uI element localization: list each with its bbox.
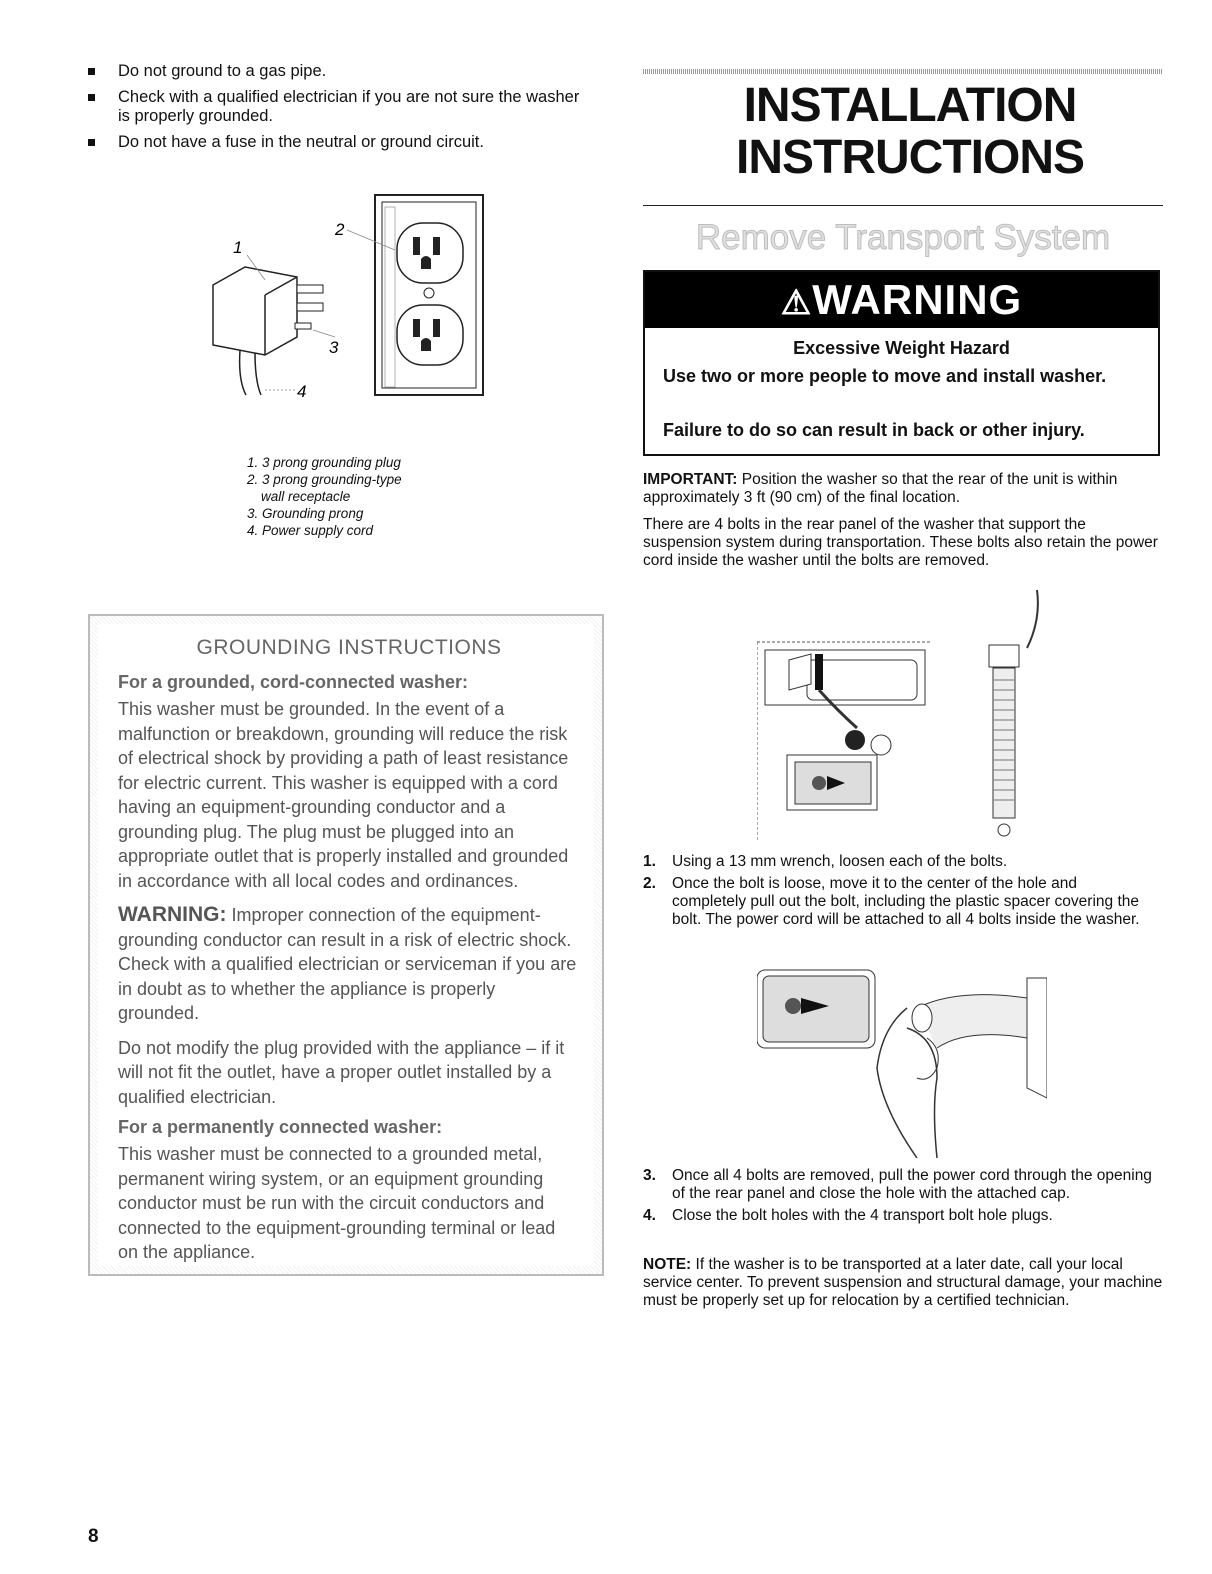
- callout-4: 4: [297, 382, 307, 401]
- note-paragraph: NOTE: If the washer is to be transported at a later date, call your local service center. To prevent suspension and structural damage, your machine must be properly set up for relocation by a certified technician.: [643, 1256, 1163, 1309]
- grounding-warning: WARNING: Improper connection of the equipment-grounding conductor can result in a risk of electric shock. Check with a qualified electrician or serviceman if you are in doubt as to whether the appliance is properly grounded.: [118, 903, 577, 1023]
- important-paragraph: IMPORTANT: Position the washer so that the rear of the unit is within approximately 3 ft (90 cm) of the final location.: [643, 471, 1118, 506]
- grounding-subheading: For a grounded, cord-connected washer:: [118, 672, 469, 692]
- steps-list: [643, 853, 1163, 929]
- grounding-paragraph: Do not modify the plug provided with the appliance – if it will not fit the outlet, have a proper outlet installed by a qualified electrician.: [118, 1037, 565, 1107]
- plug-receptacle-illustration: [195, 185, 495, 410]
- grounding-paragraph: This washer must be grounded. In the event of a malfunction or breakdown, grounding will reduce the risk of electrical shock by providing a path of least resistance for electric current. This washer is equipped with a cord having an equipment-grounding conductor and a grounding plug. The plug must be plugged into an appropriate outlet that is properly installed and grounded in accordance with all local codes and ordinances.: [118, 699, 569, 891]
- warning-line: Use two or more people to move and install washer.: [663, 366, 1107, 386]
- figure-legend: 1. 3 prong grounding plug 2. 3 prong grounding-type wall receptacle 3. Grounding prong 4. Power supply cord: [247, 455, 402, 538]
- list-item: 4. Close the bolt holes with the 4 transport bolt hole plugs.: [643, 1207, 1053, 1224]
- warning-hazard: Excessive Weight Hazard: [793, 338, 1010, 358]
- list-item: 3. Once all 4 bolts are removed, pull the power cord through the opening of the rear panel and close the hole with the attached cap.: [643, 1167, 1152, 1202]
- grounding-subheading: For a permanently connected washer:: [118, 1117, 443, 1137]
- warning-box: [643, 270, 1160, 456]
- page-title: INSTALLATION INSTRUCTIONS: [736, 79, 1084, 184]
- list-item: Check with a qualified electrician if you are not sure the washer is properly grounded.: [88, 88, 588, 126]
- warning-banner: ⚠WARNING: [645, 272, 1158, 328]
- section-heading: Remove Transport System: [695, 218, 1111, 257]
- page-number: 8: [88, 1526, 99, 1547]
- warning-line: Failure to do so can result in back or other injury.: [663, 420, 1085, 440]
- safety-bullet-list: [88, 62, 588, 159]
- list-item: Do not have a fuse in the neutral or ground circuit.: [88, 133, 588, 152]
- steps-list-continued: [643, 1167, 1163, 1225]
- callout-2: 2: [335, 220, 345, 239]
- callout-3: 3: [329, 338, 339, 357]
- grounding-instructions-box: [88, 614, 604, 1276]
- divider: [643, 205, 1163, 206]
- remove-bolt-hand-illustration: [757, 968, 1047, 1158]
- warning-triangle-icon: ⚠: [780, 284, 813, 322]
- callout-1: 1: [233, 238, 243, 257]
- list-item: 1. Using a 13 mm wrench, loosen each of the bolts.: [643, 853, 1008, 870]
- header-dotted-bar: [643, 69, 1163, 74]
- list-item: Do not ground to a gas pipe.: [88, 62, 588, 81]
- grounding-paragraph: This washer must be connected to a grounded metal, permanent wiring system, or an equipment grounding conductor must be run with the circuit conductors and connected to the equipment-grounding terminal or lead on the appliance.: [118, 1144, 556, 1262]
- grounding-title: GROUNDING INSTRUCTIONS: [196, 636, 502, 659]
- list-item: 2. Once the bolt is loose, move it to the center of the hole and completely pull out the bolt, including the plastic spacer covering the bolt. The power cord will be attached to all 4 bolts inside the washer.: [643, 875, 1140, 928]
- rear-panel-bolt-illustration: [757, 590, 1067, 850]
- bolts-paragraph: There are 4 bolts in the rear panel of the washer that support the suspension system during transportation. These bolts also retain the power cord inside the washer until the bolts are removed.: [643, 516, 1158, 569]
